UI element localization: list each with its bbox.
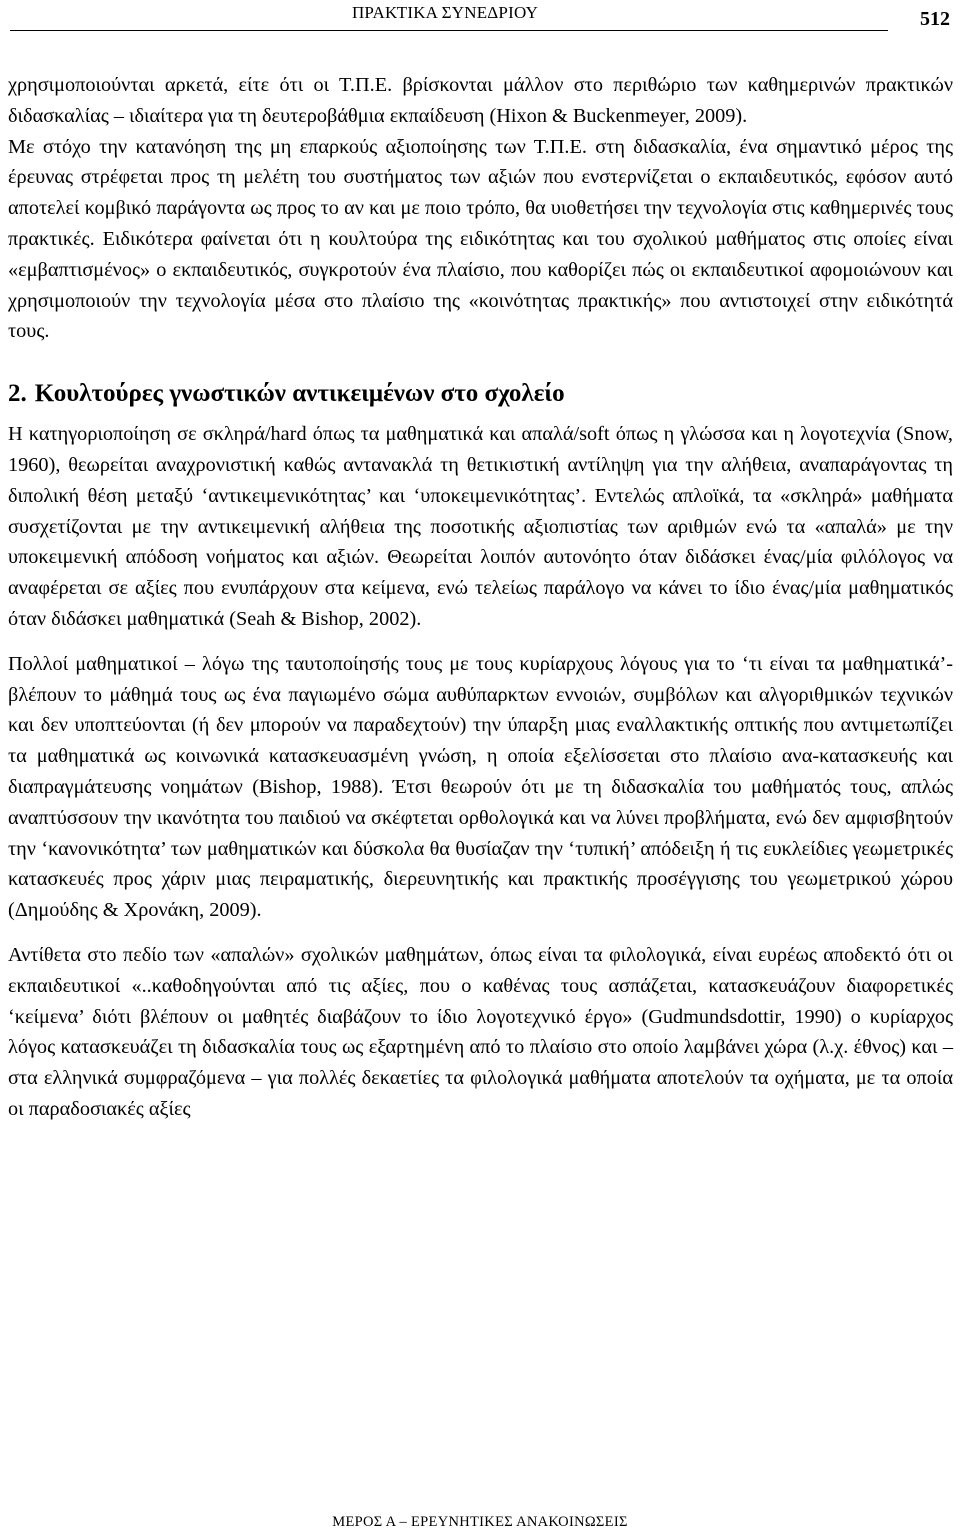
section-number: 2. (8, 380, 27, 408)
paragraph-1: χρησιμοποιούνται αρκετά, είτε ότι οι Τ.Π.Ε. βρίσκονται μάλλον στο περιθώριο των καθημερινών πρακτικών διδασκαλίας – ιδιαίτερα για τη δευτεροβάθμια εκπαίδευση (Hixon & Buckenmeyer, 2009). (8, 74, 953, 127)
paragraph-3: Η κατηγοριοποίηση σε σκληρά/hard όπως τα μαθηματικά και απαλά/soft όπως η γλώσσα και η λογοτεχνία (Snow, 1960), θεωρείται αναχρονιστική καθώς αντανακλά τη θετικιστική αντίληψη για την αλήθεια, αναπαράγοντας τη διπολική θέση μεταξύ ‘αντικειμενικότητας’ και ‘υποκειμενικότητας’. Εντελώς απλοϊκά, τα «σκληρά» μαθήματα συσχετίζονται με την αντικειμενική αλήθεια της ποσοτικής αξιοπιστίας των αριθμών ενώ τα «απαλά» με την υποκειμενική απόδοση νοήματος και αξιών. Θεωρείται λοιπόν αυτονόητο όταν διδάσκει ένας/μία φιλόλογος να αναφέρεται σε αξίες που ενυπάρχουν στα κείμενα, ενώ τελείως παράλογο να κάνει το ίδιο ένας/μία μαθηματικός όταν διδάσκει μαθηματικά (Seah & Bishop, 2002). (8, 423, 953, 630)
running-header (0, 0, 960, 36)
paragraph-4: Πολλοί μαθηματικοί – λόγω της ταυτοποίησής τους με τους κυρίαρχους λόγους για το ‘τι είναι τα μαθηματικά’- βλέπουν το μάθημά τους ως ένα παγιωμένο σώμα αυθύπαρκτων εννοιών, συμβόλων και αλγοριθμικών τεχνικών και δεν υποπτεύονται (ή δεν μπορούν να παραδεχτούν) την ύπαρξη μιας εναλλακτικής οπτικής που αντιμετωπίζει τα μαθηματικά ως κοινωνικά κατασκευασμένη γνώση, η οποία εξελίσσεται στο πλαίσιο ανα-κατασκευής και διαπραγμάτευσης νοημάτων (Bishop, 1988). Έτσι θεωρούν ότι με τη διδασκαλία του μαθήματός τους, απλώς αναπτύσσουν την ικανότητα του παιδιού να σκέφτεται ορθολογικά και να λύνει προβλήματα, ενώ δεν αμφισβητούν την ‘κανονικότητα’ των μαθηματικών και δύσκολα θα θυσίαζαν την ‘τυπική’ απόδειξη ή τις ευκλείδιες γεωμετρικές κατασκευές προς χάριν μιας πειραματικής, διερευνητικής και πρακτικής προσέγγισης του γεωμετρικού χώρου (Δημούδης & Χρονάκη, 2009). (8, 652, 953, 922)
section-heading (8, 377, 953, 411)
running-title: ΠΡΑΚΤΙΚΑ ΣΥΝΕΔΡΙΟΥ (351, 3, 539, 22)
section-title: Κουλτούρες γνωστικών αντικειμένων στο σχολείο (34, 380, 565, 408)
paragraph-2: Με στόχο την κατανόηση της μη επαρκούς αξιοποίησης των Τ.Π.Ε. στη διδασκαλία, ένα σημαντικό μέρος της έρευνας στρέφεται προς τη μελέτη του συστήματος των αξιών που ενστερνίζεται ο εκπαιδευτικός, εφόσον αυτό αποτελεί κομβικό παράγοντα ως προς το αν και με ποιο τρόπο, θα υιοθετήσει την τεχνολογία στις καθημερινές τους πρακτικές. Ειδικότερα φαίνεται ότι η κουλτούρα της ειδικότητας και του σχολικού μαθήματος στις οποίες είναι «εμβαπτισμένος» ο εκπαιδευτικός, συγκροτούν ένα πλαίσιο, που καθορίζει πώς οι εκπαιδευτικοί αφομοιώνουν και χρησιμοποιούν την τεχνολογία μέσα στο πλαίσιο της «κοινότητας πρακτικής» που αντιστοιχεί στην ειδικότητά τους. (8, 135, 953, 343)
paragraph-5: Αντίθετα στο πεδίο των «απαλών» σχολικών μαθημάτων, όπως είναι τα φιλολογικά, είναι ευρέως αποδεκτό ότι οι εκπαιδευτικοί «..καθοδηγούνται από τις αξίες, που ο καθένας τους ασπάζεται, κατασκευάζουν διαφορετικές ‘κείμενα’ διότι βλέπουν οι μαθητές διαβάζουν το ίδιο λογοτεχνικό έργο» (Gudmundsdottir, 1990) ο κυρίαρχος λόγος κατασκευάζει τη διδασκαλία τους ως εξαρτημένη από το πλαίσιο στο οποίο λαμβάνει χώρα (λ.χ. έθνος) και – στα ελληνικά συμφραζόμενα – για πολλές δεκαετίες τα φιλολογικά μαθήματα αποτελούν τα οχήματα, με τα οποία οι παραδοσιακές αξίες (8, 943, 953, 1120)
header-rule (10, 30, 888, 31)
running-footer: ΜΕΡΟΣ Α – ΕΡΕΥΝΗΤΙΚΕΣ ΑΝΑΚΟΙΝΩΣΕΙΣ (332, 1514, 628, 1530)
body-text (8, 70, 953, 1125)
page-number: 512 (920, 8, 950, 30)
